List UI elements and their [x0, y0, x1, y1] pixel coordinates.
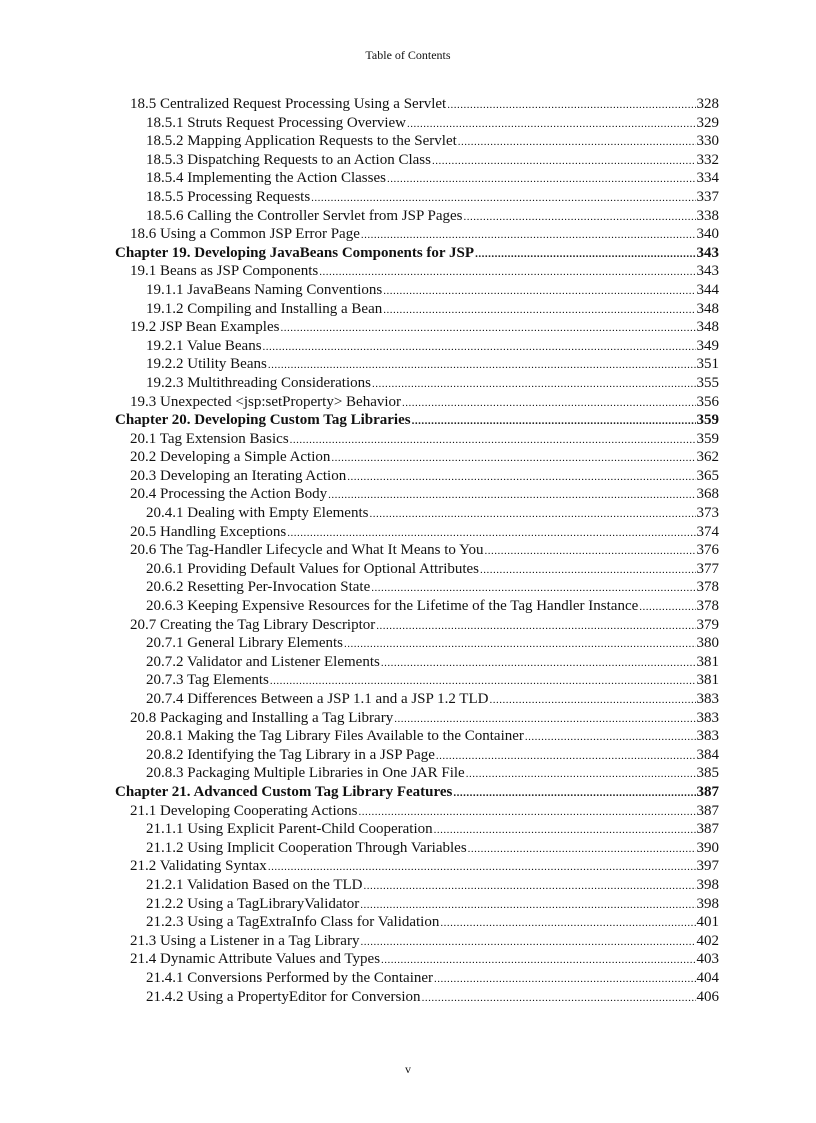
toc-entry-title: 19.1.1 JavaBeans Naming Conventions — [146, 281, 383, 298]
toc-entry-title: 20.5 Handling Exceptions — [130, 523, 287, 540]
toc-entry[interactable] — [115, 969, 719, 988]
toc-entry[interactable] — [115, 709, 719, 728]
toc-entry-title: 21.4 Dynamic Attribute Values and Types — [130, 951, 381, 968]
toc-entry[interactable] — [115, 988, 719, 1007]
toc-chapter-entry[interactable] — [115, 783, 719, 802]
toc-entry-title: 20.6 The Tag-Handler Lifecycle and What It Means to You — [130, 542, 484, 559]
dot-leader — [270, 672, 696, 691]
dot-leader — [268, 858, 696, 877]
toc-entry[interactable] — [115, 225, 719, 244]
toc-entry[interactable] — [115, 132, 719, 151]
toc-entry[interactable] — [115, 802, 719, 821]
toc-entry[interactable] — [115, 895, 719, 914]
toc-entry[interactable] — [115, 727, 719, 746]
dot-leader — [489, 691, 695, 710]
dot-leader — [319, 263, 695, 282]
toc-entry-title: 20.3 Developing an Iterating Action — [130, 467, 347, 484]
dot-leader — [434, 821, 696, 840]
toc-entry-title: 20.6.3 Keeping Expensive Resources for the Lifetime of the Tag Handler Instance — [146, 598, 639, 615]
toc-entry-page: 332 — [696, 151, 719, 168]
toc-entry-title: 21.2.3 Using a TagExtraInfo Class for Validation — [146, 914, 440, 931]
dot-leader — [484, 542, 695, 561]
dot-leader — [311, 189, 695, 208]
toc-entry[interactable] — [115, 485, 719, 504]
dot-leader — [268, 356, 696, 375]
toc-entry-page: 383 — [696, 691, 719, 707]
toc-entry-title: 21.1.2 Using Implicit Cooperation Through Variables — [146, 839, 467, 856]
dot-leader — [376, 617, 695, 636]
dot-leader — [447, 96, 695, 115]
dot-leader — [525, 728, 696, 747]
toc-chapter-entry[interactable] — [115, 244, 719, 263]
toc-entry-page: 380 — [696, 635, 719, 652]
toc-entry-page: 390 — [696, 839, 719, 856]
toc-entry-title: 21.2.1 Validation Based on the TLD — [146, 876, 363, 893]
toc-entry[interactable] — [115, 262, 719, 281]
toc-entry[interactable] — [115, 839, 719, 858]
dot-leader — [475, 245, 695, 264]
toc-entry[interactable] — [115, 300, 719, 319]
toc-entry-page: 368 — [696, 486, 719, 503]
toc-entry-page: 356 — [696, 393, 719, 410]
toc-entry-page: 348 — [696, 319, 719, 336]
toc-entry-page: 398 — [696, 876, 719, 893]
toc-entry-page: 379 — [696, 616, 719, 633]
toc-entry[interactable] — [115, 337, 719, 356]
toc-entry-page: 387 — [696, 802, 719, 819]
dot-leader — [263, 338, 696, 357]
toc-entry-page: 365 — [696, 467, 719, 484]
toc-entry-page: 330 — [696, 133, 719, 150]
toc-entry-title: 21.4.1 Conversions Performed by the Container — [146, 969, 434, 986]
toc-entry-title: 21.1.1 Using Explicit Parent-Child Cooperation — [146, 821, 433, 838]
toc-entry-title: 19.2.2 Utility Beans — [146, 356, 267, 373]
toc-entry-title: 20.8.3 Packaging Multiple Libraries in One JAR File — [146, 765, 465, 782]
dot-leader — [402, 394, 695, 413]
toc-entry-page: 343 — [696, 244, 719, 261]
dot-leader — [412, 412, 696, 431]
table-of-contents — [115, 95, 719, 1006]
toc-entry[interactable] — [115, 281, 719, 300]
toc-entry[interactable] — [115, 913, 719, 932]
dot-leader — [290, 431, 696, 450]
toc-entry-title: 20.2 Developing a Simple Action — [130, 449, 331, 466]
toc-entry-title: 18.5.1 Struts Request Processing Overview — [146, 114, 406, 131]
toc-entry-title: 19.2 JSP Bean Examples — [130, 319, 280, 336]
toc-entry-title: 20.7.4 Differences Between a JSP 1.1 and a JSP 1.2 TLD — [146, 691, 489, 707]
toc-entry[interactable] — [115, 950, 719, 969]
toc-entry-title: 20.7.2 Validator and Listener Elements — [146, 653, 380, 670]
toc-entry-title: 20.4 Processing the Action Body — [130, 486, 328, 503]
dot-leader — [394, 710, 695, 729]
toc-entry-page: 344 — [696, 281, 719, 298]
toc-entry[interactable] — [115, 448, 719, 467]
toc-entry-title: 21.1 Developing Cooperating Actions — [130, 802, 358, 819]
toc-entry-title: 19.3 Unexpected <jsp:setProperty> Behavior — [130, 393, 402, 410]
toc-entry-title: 20.4.1 Dealing with Empty Elements — [146, 505, 369, 522]
toc-entry-page: 378 — [696, 598, 719, 615]
toc-entry[interactable] — [115, 207, 719, 226]
toc-entry-title: Chapter 19. Developing JavaBeans Components for JSP — [115, 244, 475, 261]
toc-entry[interactable] — [115, 560, 719, 579]
dot-leader — [387, 170, 696, 189]
toc-entry[interactable] — [115, 374, 719, 393]
toc-entry-page: 385 — [696, 765, 719, 782]
toc-entry-title: 21.4.2 Using a PropertyEditor for Conversion — [146, 988, 421, 1005]
toc-entry-page: 383 — [696, 709, 719, 726]
dot-leader — [407, 115, 696, 134]
toc-entry[interactable] — [115, 690, 719, 709]
toc-entry[interactable] — [115, 578, 719, 597]
toc-entry-title: 21.3 Using a Listener in a Tag Library — [130, 932, 360, 949]
page-number: v — [405, 1062, 411, 1076]
dot-leader — [464, 208, 696, 227]
toc-entry-page: 338 — [696, 207, 719, 224]
toc-entry-page: 337 — [696, 188, 719, 205]
toc-entry-title: 18.5.6 Calling the Controller Servlet from JSP Pages — [146, 207, 463, 224]
toc-entry[interactable] — [115, 597, 719, 616]
toc-entry-title: 20.1 Tag Extension Basics — [130, 430, 289, 447]
toc-entry-title: 20.7.3 Tag Elements — [146, 672, 269, 689]
toc-entry-page: 373 — [696, 505, 719, 522]
toc-entry[interactable] — [115, 932, 719, 951]
toc-entry-title: Chapter 20. Developing Custom Tag Libraries — [115, 412, 411, 429]
dot-leader — [466, 765, 696, 784]
toc-entry-page: 378 — [696, 579, 719, 596]
dot-leader — [383, 301, 695, 320]
dot-leader — [280, 319, 695, 338]
toc-entry-page: 348 — [696, 300, 719, 317]
dot-leader — [432, 152, 696, 171]
toc-entry-title: 20.7 Creating the Tag Library Descriptor — [130, 616, 376, 633]
toc-entry-page: 374 — [696, 523, 719, 540]
toc-entry-title: 18.5.3 Dispatching Requests to an Action Class — [146, 151, 431, 168]
dot-leader — [434, 970, 695, 989]
toc-entry-page: 403 — [696, 951, 719, 968]
toc-entry-page: 340 — [696, 226, 719, 243]
toc-entry-page: 359 — [696, 412, 719, 429]
toc-entry-page: 401 — [696, 914, 719, 931]
toc-entry-title: 18.5 Centralized Request Processing Using a Servlet — [130, 96, 447, 112]
dot-leader — [287, 524, 695, 543]
toc-entry[interactable] — [115, 467, 719, 486]
toc-entry-page: 329 — [696, 114, 719, 131]
toc-entry-page: 376 — [696, 542, 719, 559]
toc-entry-page: 328 — [696, 96, 719, 112]
toc-entry[interactable] — [115, 430, 719, 449]
dot-leader — [639, 598, 695, 617]
toc-entry-page: 384 — [696, 746, 719, 763]
toc-entry[interactable] — [115, 188, 719, 207]
toc-entry[interactable] — [115, 523, 719, 542]
toc-entry[interactable] — [115, 653, 719, 672]
toc-entry-page: 362 — [696, 449, 719, 466]
dot-leader — [369, 505, 695, 524]
toc-entry-title: 18.6 Using a Common JSP Error Page — [130, 226, 360, 243]
dot-leader — [328, 486, 695, 505]
toc-entry-page: 334 — [696, 170, 719, 187]
dot-leader — [468, 840, 696, 859]
toc-entry[interactable] — [115, 820, 719, 839]
toc-entry-title: 18.5.4 Implementing the Action Classes — [146, 170, 386, 187]
toc-entry[interactable] — [115, 876, 719, 895]
toc-entry[interactable] — [115, 355, 719, 374]
toc-entry[interactable] — [115, 764, 719, 783]
toc-entry[interactable] — [115, 151, 719, 170]
toc-entry-title: 20.6.2 Resetting Per-Invocation State — [146, 579, 371, 596]
toc-entry-title: 18.5.5 Processing Requests — [146, 188, 311, 205]
toc-entry-page: 349 — [696, 337, 719, 354]
toc-entry-page: 383 — [696, 728, 719, 745]
dot-leader — [480, 561, 695, 580]
toc-entry[interactable] — [115, 169, 719, 188]
toc-entry[interactable] — [115, 616, 719, 635]
toc-entry-page: 381 — [696, 672, 719, 689]
toc-entry-title: 20.6.1 Providing Default Values for Optional Attributes — [146, 560, 480, 577]
toc-chapter-entry[interactable] — [115, 411, 719, 430]
toc-entry-title: 19.1.2 Compiling and Installing a Bean — [146, 300, 383, 317]
toc-entry-title: 20.8.2 Identifying the Tag Library in a JSP Page — [146, 746, 435, 763]
dot-leader — [422, 989, 696, 1008]
toc-entry-page: 406 — [696, 988, 719, 1005]
toc-entry-title: 21.2 Validating Syntax — [130, 858, 267, 875]
toc-entry-title: 19.2.3 Multithreading Considerations — [146, 374, 371, 391]
toc-entry-page: 343 — [696, 263, 719, 280]
toc-entry-page: 404 — [696, 969, 719, 986]
dot-leader — [371, 579, 695, 598]
toc-entry[interactable] — [115, 95, 719, 114]
toc-entry-title: 18.5.2 Mapping Application Requests to the Servlet — [146, 133, 457, 150]
toc-entry-page: 397 — [696, 858, 719, 875]
toc-entry-title: 20.8 Packaging and Installing a Tag Library — [130, 709, 394, 726]
dot-leader — [364, 877, 696, 896]
dot-leader — [383, 282, 695, 301]
toc-entry-page: 398 — [696, 895, 719, 912]
dot-leader — [331, 449, 695, 468]
toc-entry-page: 402 — [696, 932, 719, 949]
toc-entry-page: 387 — [696, 821, 719, 838]
toc-entry-title: 19.1 Beans as JSP Components — [130, 263, 319, 280]
toc-entry[interactable] — [115, 318, 719, 337]
toc-entry-title: Chapter 21. Advanced Custom Tag Library Features — [115, 783, 453, 800]
dot-leader — [344, 635, 695, 654]
dot-leader — [436, 747, 696, 766]
toc-entry-page: 351 — [696, 356, 719, 373]
dot-leader — [358, 803, 695, 822]
toc-entry[interactable] — [115, 671, 719, 690]
toc-entry[interactable] — [115, 504, 719, 523]
dot-leader — [440, 914, 695, 933]
toc-entry-title: 19.2.1 Value Beans — [146, 337, 262, 354]
dot-leader — [347, 468, 695, 487]
toc-entry-title: 20.7.1 General Library Elements — [146, 635, 344, 652]
toc-entry[interactable] — [115, 634, 719, 653]
toc-entry-title: 20.8.1 Making the Tag Library Files Available to the Container — [146, 728, 524, 745]
page-header: Table of Contents — [365, 48, 451, 62]
dot-leader — [360, 896, 695, 915]
dot-leader — [360, 933, 695, 952]
dot-leader — [453, 784, 695, 803]
toc-entry[interactable] — [115, 114, 719, 133]
toc-entry[interactable] — [115, 541, 719, 560]
dot-leader — [372, 375, 696, 394]
toc-entry-page: 377 — [696, 560, 719, 577]
toc-entry-title: 21.2.2 Using a TagLibraryValidator — [146, 895, 360, 912]
toc-entry[interactable] — [115, 393, 719, 412]
dot-leader — [458, 133, 696, 152]
toc-entry-page: 381 — [696, 653, 719, 670]
toc-entry[interactable] — [115, 746, 719, 765]
toc-entry-page: 387 — [696, 783, 719, 800]
toc-entry[interactable] — [115, 857, 719, 876]
dot-leader — [381, 951, 695, 970]
dot-leader — [361, 226, 696, 245]
toc-entry-page: 359 — [696, 430, 719, 447]
toc-entry-page: 355 — [696, 374, 719, 391]
dot-leader — [381, 654, 696, 673]
